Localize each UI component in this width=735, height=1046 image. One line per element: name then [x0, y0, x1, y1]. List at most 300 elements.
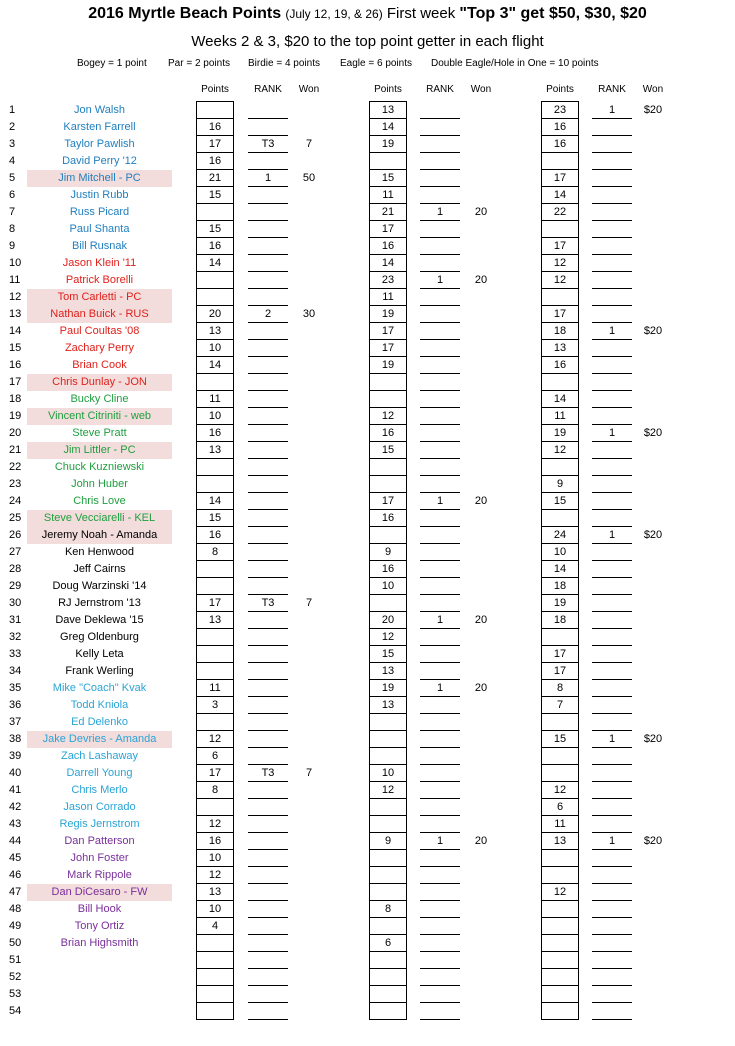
- week2-rank-cell[interactable]: [420, 391, 460, 408]
- week3-rank-cell[interactable]: 1: [592, 323, 632, 340]
- week1-rank-cell[interactable]: 2: [248, 306, 288, 323]
- week3-points-cell[interactable]: [541, 748, 579, 765]
- week3-points-cell[interactable]: 12: [541, 884, 579, 901]
- week3-points-cell[interactable]: 6: [541, 799, 579, 816]
- week2-points-cell[interactable]: [369, 867, 407, 884]
- week2-points-cell[interactable]: 15: [369, 170, 407, 187]
- week3-rank-cell[interactable]: [592, 969, 632, 986]
- week2-rank-cell[interactable]: [420, 918, 460, 935]
- week2-rank-cell[interactable]: [420, 102, 460, 119]
- week3-points-cell[interactable]: [541, 153, 579, 170]
- week1-points-cell[interactable]: 12: [196, 816, 234, 833]
- week1-rank-cell[interactable]: T3: [248, 765, 288, 782]
- week1-points-cell[interactable]: 13: [196, 323, 234, 340]
- week1-points-cell[interactable]: [196, 272, 234, 289]
- week1-points-cell[interactable]: 14: [196, 255, 234, 272]
- week1-points-cell[interactable]: [196, 663, 234, 680]
- week2-points-cell[interactable]: [369, 374, 407, 391]
- week3-rank-cell[interactable]: [592, 901, 632, 918]
- week2-rank-cell[interactable]: 1: [420, 493, 460, 510]
- week1-points-cell[interactable]: [196, 578, 234, 595]
- week3-points-cell[interactable]: 23: [541, 102, 579, 119]
- week1-rank-cell[interactable]: [248, 493, 288, 510]
- week1-points-cell[interactable]: [196, 714, 234, 731]
- week3-rank-cell[interactable]: [592, 816, 632, 833]
- week1-rank-cell[interactable]: T3: [248, 595, 288, 612]
- week3-points-cell[interactable]: [541, 289, 579, 306]
- week3-points-cell[interactable]: 16: [541, 136, 579, 153]
- week2-rank-cell[interactable]: [420, 561, 460, 578]
- week2-rank-cell[interactable]: [420, 306, 460, 323]
- week1-points-cell[interactable]: 10: [196, 901, 234, 918]
- week1-rank-cell[interactable]: [248, 510, 288, 527]
- week3-rank-cell[interactable]: [592, 782, 632, 799]
- week3-rank-cell[interactable]: 1: [592, 102, 632, 119]
- week3-points-cell[interactable]: 15: [541, 493, 579, 510]
- week1-rank-cell[interactable]: [248, 629, 288, 646]
- week3-rank-cell[interactable]: [592, 629, 632, 646]
- week3-rank-cell[interactable]: [592, 748, 632, 765]
- week1-rank-cell[interactable]: [248, 952, 288, 969]
- week3-rank-cell[interactable]: [592, 612, 632, 629]
- week2-points-cell[interactable]: 16: [369, 238, 407, 255]
- week2-rank-cell[interactable]: [420, 816, 460, 833]
- week3-points-cell[interactable]: 10: [541, 544, 579, 561]
- week1-rank-cell[interactable]: [248, 102, 288, 119]
- week3-points-cell[interactable]: 17: [541, 646, 579, 663]
- week1-rank-cell[interactable]: [248, 255, 288, 272]
- week2-points-cell[interactable]: [369, 884, 407, 901]
- week1-points-cell[interactable]: 3: [196, 697, 234, 714]
- week3-rank-cell[interactable]: [592, 595, 632, 612]
- week3-rank-cell[interactable]: [592, 374, 632, 391]
- week3-points-cell[interactable]: 18: [541, 578, 579, 595]
- week1-rank-cell[interactable]: [248, 918, 288, 935]
- week2-rank-cell[interactable]: [420, 646, 460, 663]
- week1-points-cell[interactable]: [196, 986, 234, 1003]
- week1-rank-cell[interactable]: [248, 850, 288, 867]
- week1-rank-cell[interactable]: [248, 476, 288, 493]
- week1-rank-cell[interactable]: [248, 731, 288, 748]
- week3-rank-cell[interactable]: [592, 544, 632, 561]
- week2-rank-cell[interactable]: [420, 1003, 460, 1020]
- week3-points-cell[interactable]: 18: [541, 612, 579, 629]
- week2-points-cell[interactable]: 12: [369, 629, 407, 646]
- week3-rank-cell[interactable]: [592, 459, 632, 476]
- week2-rank-cell[interactable]: [420, 510, 460, 527]
- week2-rank-cell[interactable]: [420, 578, 460, 595]
- week1-rank-cell[interactable]: [248, 816, 288, 833]
- week1-points-cell[interactable]: 16: [196, 153, 234, 170]
- week3-points-cell[interactable]: 12: [541, 442, 579, 459]
- week1-points-cell[interactable]: 4: [196, 918, 234, 935]
- week1-points-cell[interactable]: 20: [196, 306, 234, 323]
- week1-points-cell[interactable]: 11: [196, 391, 234, 408]
- week2-rank-cell[interactable]: [420, 867, 460, 884]
- week2-rank-cell[interactable]: [420, 850, 460, 867]
- week1-rank-cell[interactable]: [248, 901, 288, 918]
- week1-points-cell[interactable]: 12: [196, 731, 234, 748]
- week2-rank-cell[interactable]: [420, 476, 460, 493]
- week2-points-cell[interactable]: 13: [369, 697, 407, 714]
- week3-rank-cell[interactable]: [592, 476, 632, 493]
- week1-points-cell[interactable]: 17: [196, 595, 234, 612]
- week3-points-cell[interactable]: [541, 374, 579, 391]
- week1-rank-cell[interactable]: [248, 323, 288, 340]
- week3-rank-cell[interactable]: [592, 255, 632, 272]
- week1-rank-cell[interactable]: [248, 799, 288, 816]
- week2-points-cell[interactable]: 14: [369, 255, 407, 272]
- week1-points-cell[interactable]: 15: [196, 510, 234, 527]
- week3-points-cell[interactable]: 13: [541, 833, 579, 850]
- week1-points-cell[interactable]: 15: [196, 187, 234, 204]
- week1-points-cell[interactable]: 21: [196, 170, 234, 187]
- week2-points-cell[interactable]: [369, 816, 407, 833]
- week3-rank-cell[interactable]: [592, 340, 632, 357]
- week3-rank-cell[interactable]: [592, 714, 632, 731]
- week1-points-cell[interactable]: 11: [196, 680, 234, 697]
- week3-rank-cell[interactable]: [592, 510, 632, 527]
- week1-points-cell[interactable]: [196, 1003, 234, 1020]
- week3-rank-cell[interactable]: [592, 170, 632, 187]
- week3-points-cell[interactable]: [541, 867, 579, 884]
- week3-points-cell[interactable]: [541, 221, 579, 238]
- week1-rank-cell[interactable]: [248, 425, 288, 442]
- week3-rank-cell[interactable]: 1: [592, 731, 632, 748]
- week1-points-cell[interactable]: 6: [196, 748, 234, 765]
- week2-rank-cell[interactable]: [420, 136, 460, 153]
- week2-points-cell[interactable]: 8: [369, 901, 407, 918]
- week3-rank-cell[interactable]: [592, 306, 632, 323]
- week2-points-cell[interactable]: [369, 850, 407, 867]
- week3-rank-cell[interactable]: 1: [592, 425, 632, 442]
- week3-rank-cell[interactable]: 1: [592, 527, 632, 544]
- week1-rank-cell[interactable]: [248, 357, 288, 374]
- week2-rank-cell[interactable]: [420, 782, 460, 799]
- week3-points-cell[interactable]: 13: [541, 340, 579, 357]
- week1-rank-cell[interactable]: [248, 442, 288, 459]
- week1-rank-cell[interactable]: [248, 680, 288, 697]
- week1-points-cell[interactable]: 16: [196, 238, 234, 255]
- week3-rank-cell[interactable]: [592, 680, 632, 697]
- week2-points-cell[interactable]: 17: [369, 493, 407, 510]
- week3-rank-cell[interactable]: [592, 884, 632, 901]
- week3-points-cell[interactable]: [541, 986, 579, 1003]
- week2-rank-cell[interactable]: [420, 221, 460, 238]
- week3-rank-cell[interactable]: [592, 357, 632, 374]
- week3-rank-cell[interactable]: [592, 119, 632, 136]
- week2-rank-cell[interactable]: [420, 357, 460, 374]
- week1-points-cell[interactable]: [196, 952, 234, 969]
- week3-points-cell[interactable]: 14: [541, 561, 579, 578]
- week2-rank-cell[interactable]: [420, 442, 460, 459]
- week2-rank-cell[interactable]: 1: [420, 612, 460, 629]
- week3-points-cell[interactable]: 17: [541, 306, 579, 323]
- week2-rank-cell[interactable]: [420, 952, 460, 969]
- week1-points-cell[interactable]: 17: [196, 765, 234, 782]
- week3-points-cell[interactable]: [541, 714, 579, 731]
- week1-points-cell[interactable]: [196, 646, 234, 663]
- week2-points-cell[interactable]: [369, 1003, 407, 1020]
- week3-points-cell[interactable]: [541, 510, 579, 527]
- week2-points-cell[interactable]: [369, 918, 407, 935]
- week1-rank-cell[interactable]: [248, 561, 288, 578]
- week1-rank-cell[interactable]: [248, 884, 288, 901]
- week2-points-cell[interactable]: 19: [369, 357, 407, 374]
- week2-rank-cell[interactable]: [420, 408, 460, 425]
- week3-points-cell[interactable]: 12: [541, 782, 579, 799]
- week3-rank-cell[interactable]: [592, 646, 632, 663]
- week3-points-cell[interactable]: 17: [541, 238, 579, 255]
- week1-points-cell[interactable]: 8: [196, 544, 234, 561]
- week2-points-cell[interactable]: [369, 391, 407, 408]
- week3-rank-cell[interactable]: [592, 867, 632, 884]
- week2-points-cell[interactable]: 15: [369, 646, 407, 663]
- week3-points-cell[interactable]: 17: [541, 170, 579, 187]
- week1-rank-cell[interactable]: [248, 867, 288, 884]
- week2-rank-cell[interactable]: [420, 663, 460, 680]
- week2-points-cell[interactable]: 21: [369, 204, 407, 221]
- week2-rank-cell[interactable]: 1: [420, 833, 460, 850]
- week1-rank-cell[interactable]: [248, 748, 288, 765]
- week3-rank-cell[interactable]: [592, 799, 632, 816]
- week2-rank-cell[interactable]: [420, 340, 460, 357]
- week1-rank-cell[interactable]: [248, 527, 288, 544]
- week2-points-cell[interactable]: 20: [369, 612, 407, 629]
- week2-rank-cell[interactable]: [420, 935, 460, 952]
- week1-rank-cell[interactable]: [248, 340, 288, 357]
- week1-rank-cell[interactable]: [248, 238, 288, 255]
- week2-points-cell[interactable]: 13: [369, 102, 407, 119]
- week3-points-cell[interactable]: 16: [541, 357, 579, 374]
- week1-points-cell[interactable]: 16: [196, 425, 234, 442]
- week3-points-cell[interactable]: 22: [541, 204, 579, 221]
- week2-points-cell[interactable]: 9: [369, 833, 407, 850]
- week3-points-cell[interactable]: [541, 459, 579, 476]
- week3-points-cell[interactable]: [541, 952, 579, 969]
- week2-points-cell[interactable]: [369, 527, 407, 544]
- week3-points-cell[interactable]: 11: [541, 816, 579, 833]
- week3-points-cell[interactable]: 15: [541, 731, 579, 748]
- week1-rank-cell[interactable]: [248, 272, 288, 289]
- week3-points-cell[interactable]: 19: [541, 425, 579, 442]
- week2-points-cell[interactable]: 16: [369, 561, 407, 578]
- week3-points-cell[interactable]: [541, 850, 579, 867]
- week2-rank-cell[interactable]: [420, 731, 460, 748]
- week2-rank-cell[interactable]: [420, 289, 460, 306]
- week2-points-cell[interactable]: 10: [369, 765, 407, 782]
- week3-rank-cell[interactable]: [592, 663, 632, 680]
- week2-rank-cell[interactable]: [420, 153, 460, 170]
- week1-rank-cell[interactable]: [248, 391, 288, 408]
- week2-points-cell[interactable]: 11: [369, 187, 407, 204]
- week3-points-cell[interactable]: 12: [541, 272, 579, 289]
- week3-rank-cell[interactable]: [592, 578, 632, 595]
- week1-points-cell[interactable]: [196, 935, 234, 952]
- week1-rank-cell[interactable]: [248, 187, 288, 204]
- week3-rank-cell[interactable]: [592, 238, 632, 255]
- week1-points-cell[interactable]: [196, 969, 234, 986]
- week3-rank-cell[interactable]: [592, 153, 632, 170]
- week2-rank-cell[interactable]: [420, 255, 460, 272]
- week1-points-cell[interactable]: [196, 476, 234, 493]
- week1-points-cell[interactable]: [196, 799, 234, 816]
- week2-points-cell[interactable]: 16: [369, 425, 407, 442]
- week1-points-cell[interactable]: 16: [196, 527, 234, 544]
- week1-points-cell[interactable]: 16: [196, 833, 234, 850]
- week1-rank-cell[interactable]: 1: [248, 170, 288, 187]
- week3-points-cell[interactable]: [541, 935, 579, 952]
- week2-rank-cell[interactable]: [420, 187, 460, 204]
- week1-points-cell[interactable]: [196, 289, 234, 306]
- week3-rank-cell[interactable]: [592, 204, 632, 221]
- week2-points-cell[interactable]: 16: [369, 510, 407, 527]
- week1-rank-cell[interactable]: [248, 408, 288, 425]
- week3-rank-cell[interactable]: [592, 765, 632, 782]
- week1-rank-cell[interactable]: [248, 578, 288, 595]
- week2-points-cell[interactable]: 15: [369, 442, 407, 459]
- week1-points-cell[interactable]: 10: [196, 850, 234, 867]
- week2-points-cell[interactable]: [369, 595, 407, 612]
- week1-points-cell[interactable]: 12: [196, 867, 234, 884]
- week2-points-cell[interactable]: [369, 952, 407, 969]
- week2-rank-cell[interactable]: [420, 119, 460, 136]
- week2-points-cell[interactable]: [369, 748, 407, 765]
- week1-rank-cell[interactable]: [248, 986, 288, 1003]
- week3-rank-cell[interactable]: [592, 136, 632, 153]
- week3-rank-cell[interactable]: [592, 850, 632, 867]
- week2-rank-cell[interactable]: [420, 765, 460, 782]
- week2-points-cell[interactable]: [369, 459, 407, 476]
- week2-points-cell[interactable]: 12: [369, 782, 407, 799]
- week1-rank-cell[interactable]: [248, 646, 288, 663]
- week2-points-cell[interactable]: [369, 476, 407, 493]
- week2-rank-cell[interactable]: [420, 748, 460, 765]
- week3-points-cell[interactable]: 8: [541, 680, 579, 697]
- week1-points-cell[interactable]: 13: [196, 884, 234, 901]
- week2-points-cell[interactable]: 12: [369, 408, 407, 425]
- week3-rank-cell[interactable]: [592, 697, 632, 714]
- week2-rank-cell[interactable]: [420, 986, 460, 1003]
- week1-points-cell[interactable]: 8: [196, 782, 234, 799]
- week3-rank-cell[interactable]: [592, 391, 632, 408]
- week2-rank-cell[interactable]: [420, 425, 460, 442]
- week3-points-cell[interactable]: 18: [541, 323, 579, 340]
- week1-rank-cell[interactable]: [248, 663, 288, 680]
- week1-rank-cell[interactable]: [248, 153, 288, 170]
- week1-rank-cell[interactable]: [248, 374, 288, 391]
- week2-points-cell[interactable]: [369, 799, 407, 816]
- week3-points-cell[interactable]: 14: [541, 391, 579, 408]
- week2-rank-cell[interactable]: [420, 714, 460, 731]
- week1-points-cell[interactable]: 15: [196, 221, 234, 238]
- week1-points-cell[interactable]: 14: [196, 493, 234, 510]
- week1-rank-cell[interactable]: [248, 935, 288, 952]
- week2-rank-cell[interactable]: [420, 629, 460, 646]
- week3-rank-cell[interactable]: 1: [592, 833, 632, 850]
- week1-rank-cell[interactable]: [248, 544, 288, 561]
- week3-rank-cell[interactable]: [592, 1003, 632, 1020]
- week1-rank-cell[interactable]: [248, 969, 288, 986]
- week3-points-cell[interactable]: [541, 629, 579, 646]
- week1-rank-cell[interactable]: [248, 204, 288, 221]
- week1-points-cell[interactable]: [196, 204, 234, 221]
- week1-points-cell[interactable]: 13: [196, 612, 234, 629]
- week3-points-cell[interactable]: 7: [541, 697, 579, 714]
- week2-points-cell[interactable]: [369, 986, 407, 1003]
- week2-points-cell[interactable]: 10: [369, 578, 407, 595]
- week1-points-cell[interactable]: 16: [196, 119, 234, 136]
- week3-points-cell[interactable]: [541, 918, 579, 935]
- week1-rank-cell[interactable]: [248, 714, 288, 731]
- week3-rank-cell[interactable]: [592, 187, 632, 204]
- week2-rank-cell[interactable]: [420, 697, 460, 714]
- week2-points-cell[interactable]: [369, 969, 407, 986]
- week2-rank-cell[interactable]: [420, 884, 460, 901]
- week2-points-cell[interactable]: 19: [369, 136, 407, 153]
- week3-points-cell[interactable]: 24: [541, 527, 579, 544]
- week2-rank-cell[interactable]: [420, 170, 460, 187]
- week2-rank-cell[interactable]: [420, 527, 460, 544]
- week2-rank-cell[interactable]: 1: [420, 204, 460, 221]
- week3-points-cell[interactable]: [541, 901, 579, 918]
- week3-points-cell[interactable]: [541, 765, 579, 782]
- week2-rank-cell[interactable]: [420, 595, 460, 612]
- week3-rank-cell[interactable]: [592, 986, 632, 1003]
- week2-points-cell[interactable]: 9: [369, 544, 407, 561]
- week1-points-cell[interactable]: 10: [196, 408, 234, 425]
- week2-rank-cell[interactable]: 1: [420, 272, 460, 289]
- week1-points-cell[interactable]: [196, 102, 234, 119]
- week1-rank-cell[interactable]: [248, 119, 288, 136]
- week3-rank-cell[interactable]: [592, 561, 632, 578]
- week3-rank-cell[interactable]: [592, 442, 632, 459]
- week1-points-cell[interactable]: 13: [196, 442, 234, 459]
- week3-rank-cell[interactable]: [592, 935, 632, 952]
- week1-rank-cell[interactable]: [248, 1003, 288, 1020]
- week2-points-cell[interactable]: 19: [369, 306, 407, 323]
- week1-rank-cell[interactable]: [248, 697, 288, 714]
- week3-rank-cell[interactable]: [592, 918, 632, 935]
- week2-rank-cell[interactable]: [420, 969, 460, 986]
- week3-rank-cell[interactable]: [592, 289, 632, 306]
- week3-rank-cell[interactable]: [592, 952, 632, 969]
- week3-points-cell[interactable]: 16: [541, 119, 579, 136]
- week1-points-cell[interactable]: 14: [196, 357, 234, 374]
- week2-points-cell[interactable]: 14: [369, 119, 407, 136]
- week3-rank-cell[interactable]: [592, 493, 632, 510]
- week2-rank-cell[interactable]: 1: [420, 680, 460, 697]
- week3-points-cell[interactable]: 12: [541, 255, 579, 272]
- week3-points-cell[interactable]: [541, 969, 579, 986]
- week2-points-cell[interactable]: 13: [369, 663, 407, 680]
- week2-points-cell[interactable]: 6: [369, 935, 407, 952]
- week3-points-cell[interactable]: [541, 1003, 579, 1020]
- week2-points-cell[interactable]: 11: [369, 289, 407, 306]
- week2-points-cell[interactable]: [369, 714, 407, 731]
- week3-rank-cell[interactable]: [592, 272, 632, 289]
- week1-rank-cell[interactable]: [248, 221, 288, 238]
- week3-points-cell[interactable]: 19: [541, 595, 579, 612]
- week3-rank-cell[interactable]: [592, 408, 632, 425]
- week2-points-cell[interactable]: [369, 731, 407, 748]
- week2-points-cell[interactable]: 23: [369, 272, 407, 289]
- week2-rank-cell[interactable]: [420, 459, 460, 476]
- week2-rank-cell[interactable]: [420, 238, 460, 255]
- week1-rank-cell[interactable]: [248, 833, 288, 850]
- week2-points-cell[interactable]: 17: [369, 340, 407, 357]
- week2-points-cell[interactable]: 17: [369, 221, 407, 238]
